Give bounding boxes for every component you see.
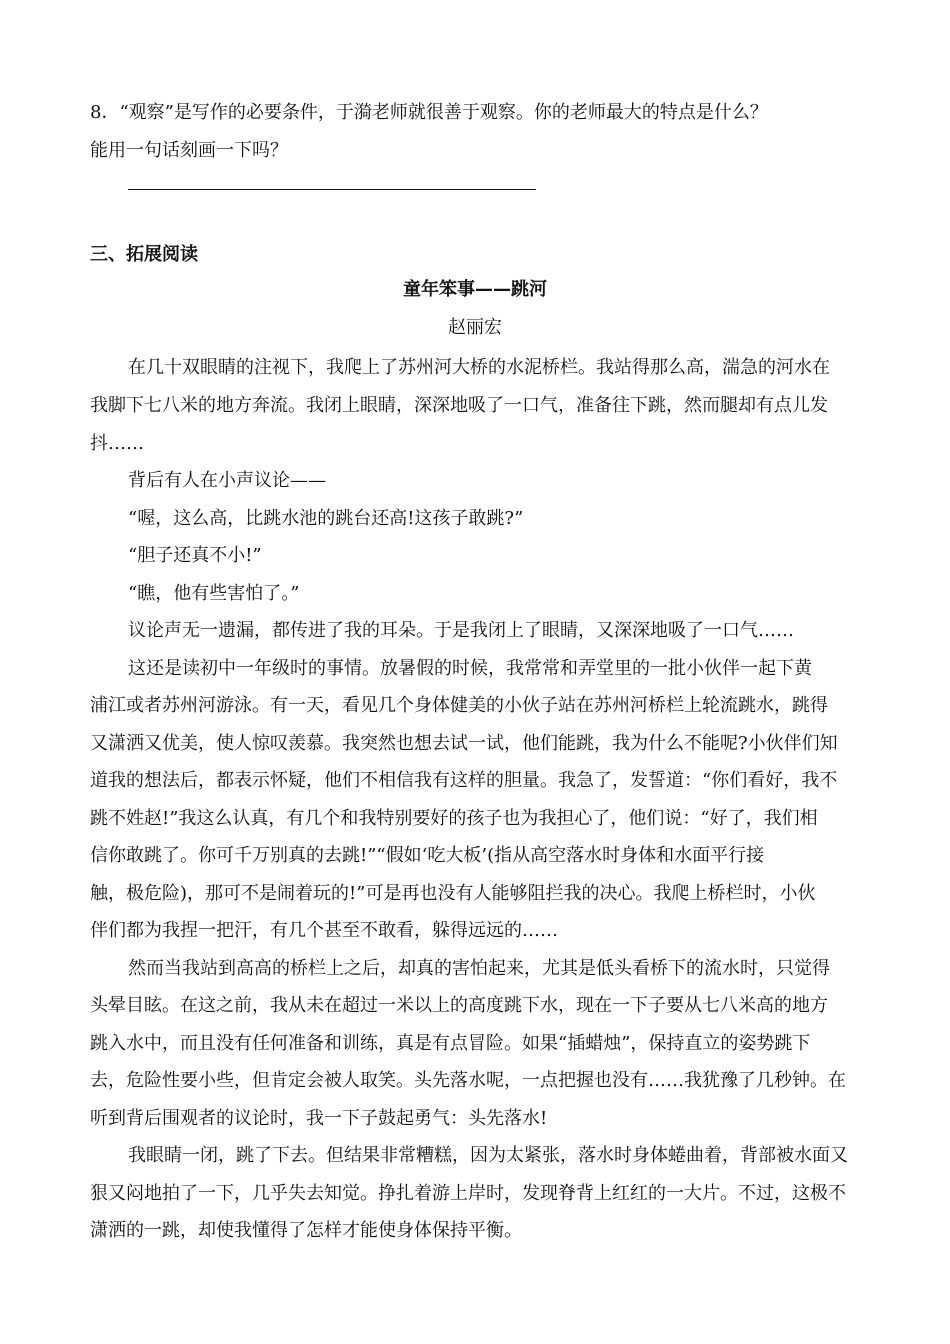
paragraph-line: 去，危险性要小些，但肯定会被人取笑。头先落水呢，一点把握也没有……我犹豫了几秒钟。在 <box>90 1070 846 1091</box>
paragraph-line: 潇洒的一跳，却使我懂得了怎样才能使身体保持平衡。 <box>90 1220 522 1241</box>
article-author: 赵丽宏 <box>448 317 502 338</box>
paragraph-line: 跳入水中，而且没有任何准备和训练，真是有点冒险。如果“插蜡烛”，保持直立的姿势跳下 <box>90 1033 811 1054</box>
paragraph-line: 道我的想法后，都表示怀疑，他们不相信我有这样的胆量。我急了，发誓道：“你们看好，我不 <box>90 770 838 791</box>
paragraph-line: “胆子还真不小!” <box>128 545 262 566</box>
paragraph-line: 浦江或者苏州河游泳。有一天，看见几个身体健美的小伙子站在苏州河桥栏上轮流跳水，跳得 <box>90 695 828 716</box>
answer-blank-line <box>128 189 536 190</box>
paragraph-line: 又潇洒又优美，使人惊叹羡慕。我突然也想去试一试，他们能跳，我为什么不能呢?小伙伴们知 <box>90 733 838 754</box>
paragraph-line: 信你敢跳了。你可千万别真的去跳!”“假如‘吃大板’(指从高空落水时身体和水面平行接 <box>90 845 765 866</box>
paragraph-line: 我眼睛一闭，跳了下去。但结果非常糟糕，因为太紧张，落水时身体蜷曲着，背部被水面又 <box>128 1145 848 1166</box>
paragraph-line: 然而当我站到高高的桥栏上之后，却真的害怕起来，尤其是低头看桥下的流水时，只觉得 <box>128 958 830 979</box>
paragraph-line: 我脚下七八米的地方奔流。我闭上眼睛，深深地吸了一口气，准备往下跳，然而腿却有点儿发 <box>90 395 828 416</box>
paragraph-line: 议论声无一遗漏，都传进了我的耳朵。于是我闭上了眼睛，又深深地吸了一口气…… <box>128 620 794 641</box>
question-8-line-1: 8．“观察”是写作的必要条件，于漪老师就很善于观察。你的老师最大的特点是什么？ <box>90 102 768 123</box>
paragraph-line: “喔，这么高，比跳水池的跳台还高!这孩子敢跳?” <box>128 508 524 529</box>
section-heading: 三、拓展阅读 <box>90 244 198 265</box>
paragraph-line: 背后有人在小声议论—— <box>128 470 326 491</box>
paragraph-line: 狠又闷地拍了一下，几乎失去知觉。挣扎着游上岸时，发现脊背上红红的一大片。不过，这极不 <box>90 1183 846 1204</box>
paragraph-line: 头晕目眩。在这之前，我从未在超过一米以上的高度跳下水，现在一下子要从七八米高的地方 <box>90 995 828 1016</box>
paragraph-line: 这还是读初中一年级时的事情。放暑假的时候，我常常和弄堂里的一批小伙伴一起下黄 <box>128 658 812 679</box>
paragraph-line: “瞧，他有些害怕了。” <box>128 583 300 604</box>
paragraph-line: 伴们都为我捏一把汗，有几个甚至不敢看，躲得远远的…… <box>90 920 558 941</box>
question-8-line-2: 能用一句话刻画一下吗？ <box>90 140 288 161</box>
paragraph-line: 触，极危险)，那可不是闹着玩的!”可是再也没有人能够阻拦我的决心。我爬上桥栏时，小伙 <box>90 883 816 904</box>
paragraph-line: 听到背后围观者的议论时，我一下子鼓起勇气：头先落水! <box>90 1108 548 1129</box>
paragraph-line: 抖…… <box>90 433 144 454</box>
paragraph-line: 跳不姓赵!”我这么认真，有几个和我特别要好的孩子也为我担心了，他们说：“好了，我们相 <box>90 808 818 829</box>
paragraph-line: 在几十双眼睛的注视下，我爬上了苏州河大桥的水泥桥栏。我站得那么高，湍急的河水在 <box>128 357 830 378</box>
article-title: 童年笨事——跳河 <box>403 279 547 300</box>
